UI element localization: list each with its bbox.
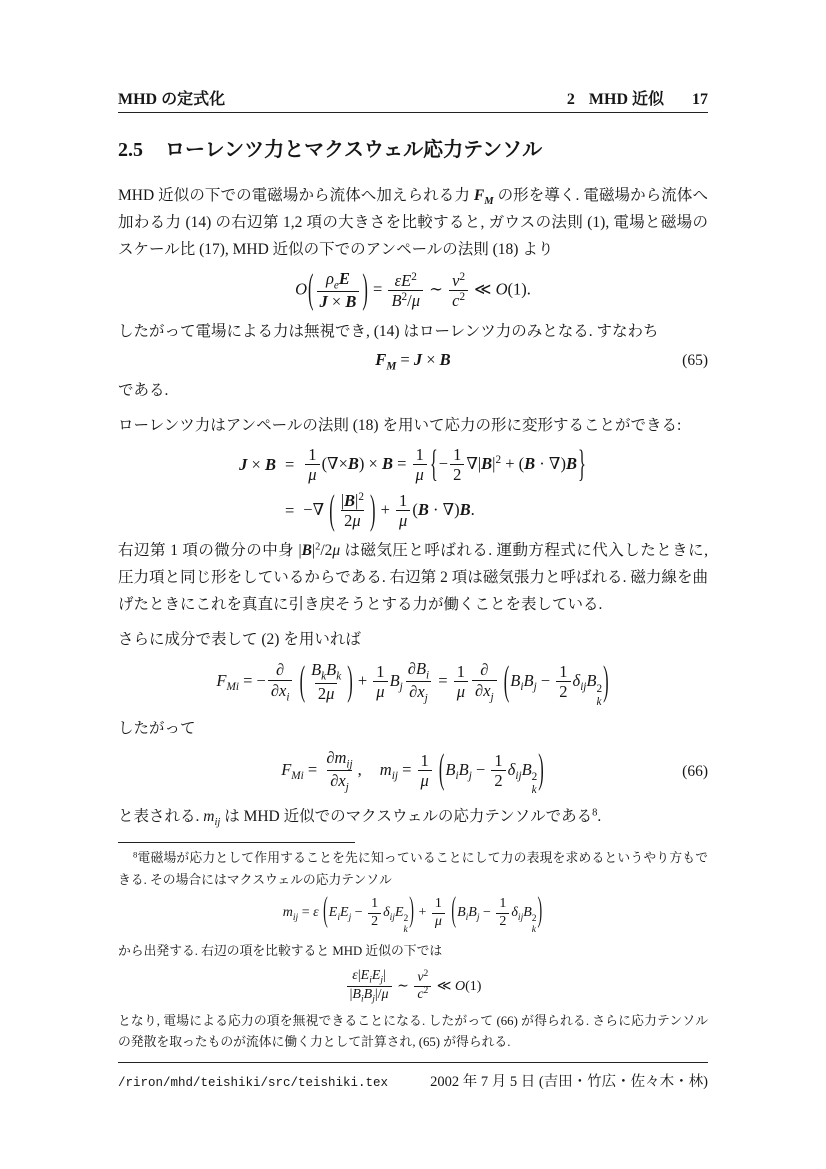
date-authors: 2002 年 7 月 5 日 (吉田・竹広・佐々木・林) bbox=[430, 1074, 708, 1090]
running-section-title: MHD 近似 bbox=[588, 91, 664, 108]
equation-number-65: (65) bbox=[682, 351, 708, 369]
stress-rhs-line1: $\frac{1}{\mu}$ (∇×B) × B = $\frac{1}{\mu}$ {− $\frac{1}{2}$ $\nabla|B|^2 + (B \cdot \nabla)B$} bbox=[303, 445, 587, 485]
paragraph-stress-transform: ローレンツ力はアンペールの法則 (18) を用いて応力の形に変形することができる: bbox=[118, 416, 682, 434]
paragraph-dearu: である. bbox=[118, 381, 169, 399]
page-footer bbox=[118, 1062, 708, 1091]
footnote-text-1: $^8$電磁場が応力として作用することを先に知っていることにして力の表現を求めるというやり方もできる. その場合にはマクスウェルの応力テンソル bbox=[118, 849, 708, 887]
footnote-equation-tensor bbox=[118, 893, 708, 936]
stress-equals-1: = bbox=[284, 454, 295, 474]
equation-lorentz-force bbox=[118, 349, 708, 373]
equation-component-math: $F_{Mi}$ = − ∂ $\partial x_i$ ( $B_kB_k$ 2μ ) + $\frac{1}{\mu}$ $B_j$ $\frac{\partial B_i}{\partial x_j}$ = $\frac{1}{\mu}$ ∂ $\partial x_j$ ($B_iB_j$ − $\frac{1}{2}$ $\delta_{ij}B$ 2 k ) bbox=[216, 656, 609, 708]
equation-number-66: (66) bbox=[682, 763, 708, 781]
footnote-area bbox=[118, 842, 708, 1054]
stress-equals-2: = bbox=[284, 500, 295, 520]
equation-maxwell-tensor bbox=[118, 744, 708, 798]
page-number: 17 bbox=[692, 91, 708, 108]
footnote-text-2: から出発する. 右辺の項を比較すると MHD 近似の下では bbox=[118, 944, 443, 959]
section-number: 2.5 bbox=[118, 139, 143, 161]
paragraph-pressure-tension: 右辺第 1 項の微分の中身 $|B|^2/2\mu$ は磁気圧と呼ばれる. 運動方程式に代入したときに, 圧力項と同じ形をしているからである. 右辺第 2 項は磁気張力と呼ばれる. 磁力線を曲げたときにこれを真直に引き戻そうとする力が働くことを表している. bbox=[118, 541, 712, 613]
footnote-ratio-math: $\varepsilon|E_iE_j|$ $|B_iB_j|/\mu$ ∼ $\frac{v^2}{c^2}$ ≪ O(1) bbox=[345, 968, 482, 1005]
footnote-tensor-math: $m_{ij} = \varepsilon$ ($E_iE_j$ − $\frac{1}{2}$ $\delta_{ij}E$ 2 k ) + $\frac{1}{\mu}$ ($B_iB_j$ − $\frac{1}{2}$ $\delta_{ij}B$ 2 k ) bbox=[282, 893, 543, 936]
equation-lorentz-math: $F_M = J \times B$ bbox=[375, 349, 451, 372]
running-section bbox=[567, 86, 708, 109]
footnote-text-3: となり, 電場による応力の項を無視できることになる. したがって (66) が得られる. さらに応力テンソルの発散を取ったものが流体に働く力として計算され, (65) が得られる. bbox=[118, 1013, 708, 1050]
section-heading bbox=[118, 133, 708, 162]
equation-order-math: O( $\rho_eE$ J × B ) = $\frac{\varepsilon E^2}{B^2/\mu}$ ∼ $\frac{v^2}{c^2}$ ≪ O(1). bbox=[295, 264, 531, 313]
equation-component-form bbox=[118, 656, 708, 709]
equation-maxwell-math: $F_{Mi}$ = $\partial m_{ij}$ $\partial x_j$ , $m_{ij}$ = $\frac{1}{\mu}$ ($B_iB_j$ − $\frac{1}{2}$ $\delta_{ij}B$ 2 k ) bbox=[281, 744, 544, 797]
paragraph-intro: MHD 近似の下での電磁場から流体へ加えられる力 $F_M$ の形を導く. 電磁場から流体へ加わる力 (14) の右辺第 1,2 項の大きさを比較すると, ガウスの法則 (1), 電場と磁場のスケール比 (17), MHD 近似の下でのアンペールの法則 (18) より bbox=[118, 187, 708, 258]
main-column bbox=[118, 86, 712, 830]
stress-rhs-line2: −∇ ( $\frac{|B|^2}{2\mu}$ ) + $\frac{1}{\mu}$ (B · ∇)B. bbox=[303, 485, 475, 533]
paragraph-shitagatte: したがって bbox=[118, 719, 196, 737]
running-section-number: 2 bbox=[566, 91, 575, 108]
footnote-equation-ratio bbox=[118, 968, 708, 1006]
paragraph-components: さらに成分で表して (2) を用いれば bbox=[118, 630, 361, 648]
paragraph-neglect-efield: したがって電場による力は無視でき, (14) はローレンツ力のみとなる. すなわち bbox=[118, 322, 659, 340]
footnote-rule bbox=[118, 842, 355, 843]
page-header bbox=[118, 86, 708, 109]
source-path: /riron/mhd/teishiki/src/teishiki.tex bbox=[118, 1076, 389, 1090]
equation-order-estimate bbox=[118, 264, 708, 313]
section-title: ローレンツ力とマクスウェル応力テンソル bbox=[165, 139, 543, 161]
paragraph-tensor-named: と表される. $m_{ij}$ は MHD 近似でのマクスウェルの応力テンソルである$^8$. bbox=[118, 807, 602, 829]
running-title: MHD の定式化 bbox=[118, 91, 226, 108]
equation-stress-form bbox=[118, 441, 708, 533]
stress-lhs: J × B bbox=[239, 454, 276, 474]
header-rule bbox=[118, 112, 708, 113]
